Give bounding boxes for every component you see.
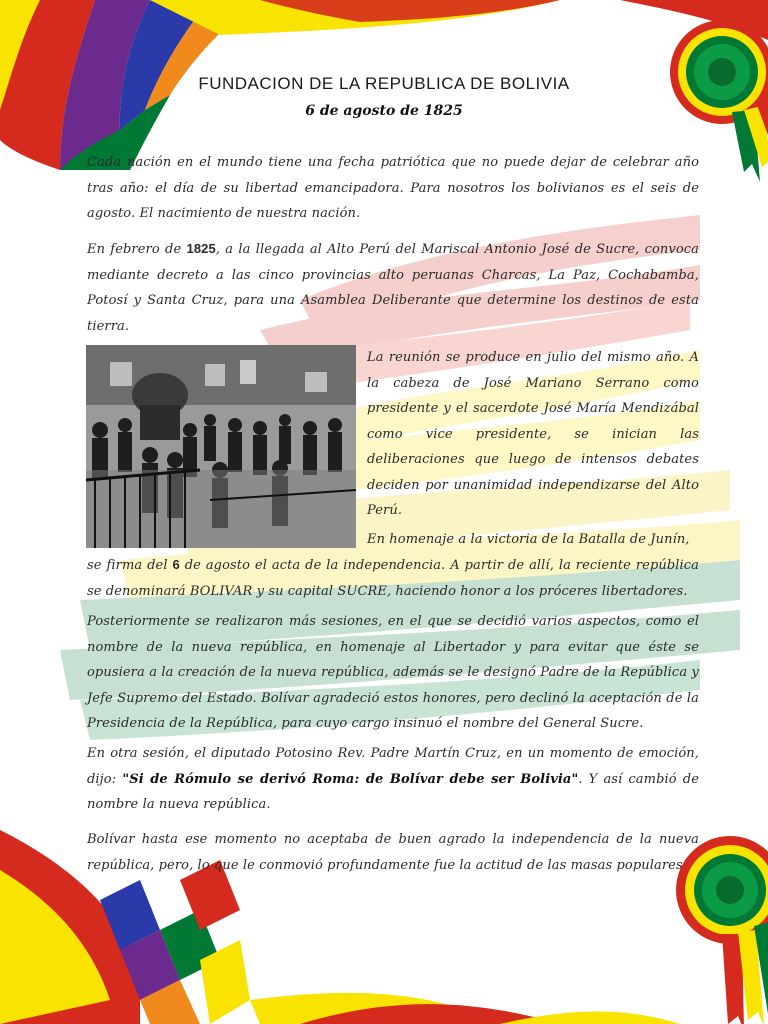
paragraph-3: La reunión se produce en julio del mismo año. A la cabeza de José Mariano Serrano como presidente y el sacerdote José María Mendizábal como vice presidente, se inician las deliberaciones que luego de intensos debates deciden por unanimidad independizarse del Alto Perú. — [367, 350, 699, 518]
bolivar-quote: "Si de Rómulo se derivó Roma: de Bolívar debe ser Bolivia" — [122, 771, 579, 787]
paragraph-6-text-a: En otra sesión, el diputado Potosino Rev. Padre Martín Cruz, en un momento de emoción, dijo: — [87, 746, 699, 787]
paragraph-6-text-b: . Y así cambió de nombre la nueva república. — [87, 771, 699, 812]
paragraph-4 — [87, 552, 699, 604]
page-subtitle-date: 6 de agosto de 1825 — [305, 103, 463, 119]
paragraph-1: Cada nación en el mundo tiene una fecha patriótica que no puede dejar de celebrar año tras año: el día de su libertad emancipadora. Para nosotros los bolivianos es el seis de agosto. El nacimiento de nuestra nación. — [87, 155, 699, 221]
paragraph-4-first-line: En homenaje a la victoria de la Batalla de Junín, — [367, 532, 690, 547]
paragraph-2-text-a: En febrero de — [87, 242, 187, 257]
paragraph-4-text-b: de agosto el acta de la independencia. A partir de allí, la reciente república se denominará BOLIVAR y su capital SUCRE, haciendo honor a los próceres libertadores. — [87, 558, 700, 599]
day-6: 6 — [172, 557, 180, 572]
paragraph-5: Posteriormente se realizaron más sesiones, en el que se decidió varios aspectos, como el nombre de la nueva república, en homenaje al Libertador y para evitar que éste se opusiera a la creación de la nueva república, además se le designó Padre de la República y Jefe Supremo del Estado. Bolívar agradeció estos honores, pero declinó la aceptación de la Presidencia de la República, para cuyo cargo insinuó el nombre del General Sucre. — [87, 614, 699, 731]
paragraph-2-text-b: , a la llegada al Alto Perú del Mariscal Antonio José de Sucre, convoca mediante decreto a las cinco provincias alto peruanas Charcas, La Paz, Cochabamba, Potosí y Santa Cruz, para una Asamblea Deliberante que determine los destinos de esta tierra. — [87, 242, 699, 334]
paragraph-6 — [87, 741, 699, 818]
year-1825: 1825 — [186, 241, 216, 256]
page-title: FUNDACION DE LA REPUBLICA DE BOLIVIA — [198, 74, 570, 93]
paragraph-2 — [87, 236, 699, 339]
paragraph-7: Bolívar hasta ese momento no aceptaba de buen agrado la independencia de la nueva república, pero, lo que le conmovió profundamente fue la actitud de las masas populares — [87, 832, 699, 873]
paragraph-4-text-a: se firma del — [87, 558, 173, 573]
